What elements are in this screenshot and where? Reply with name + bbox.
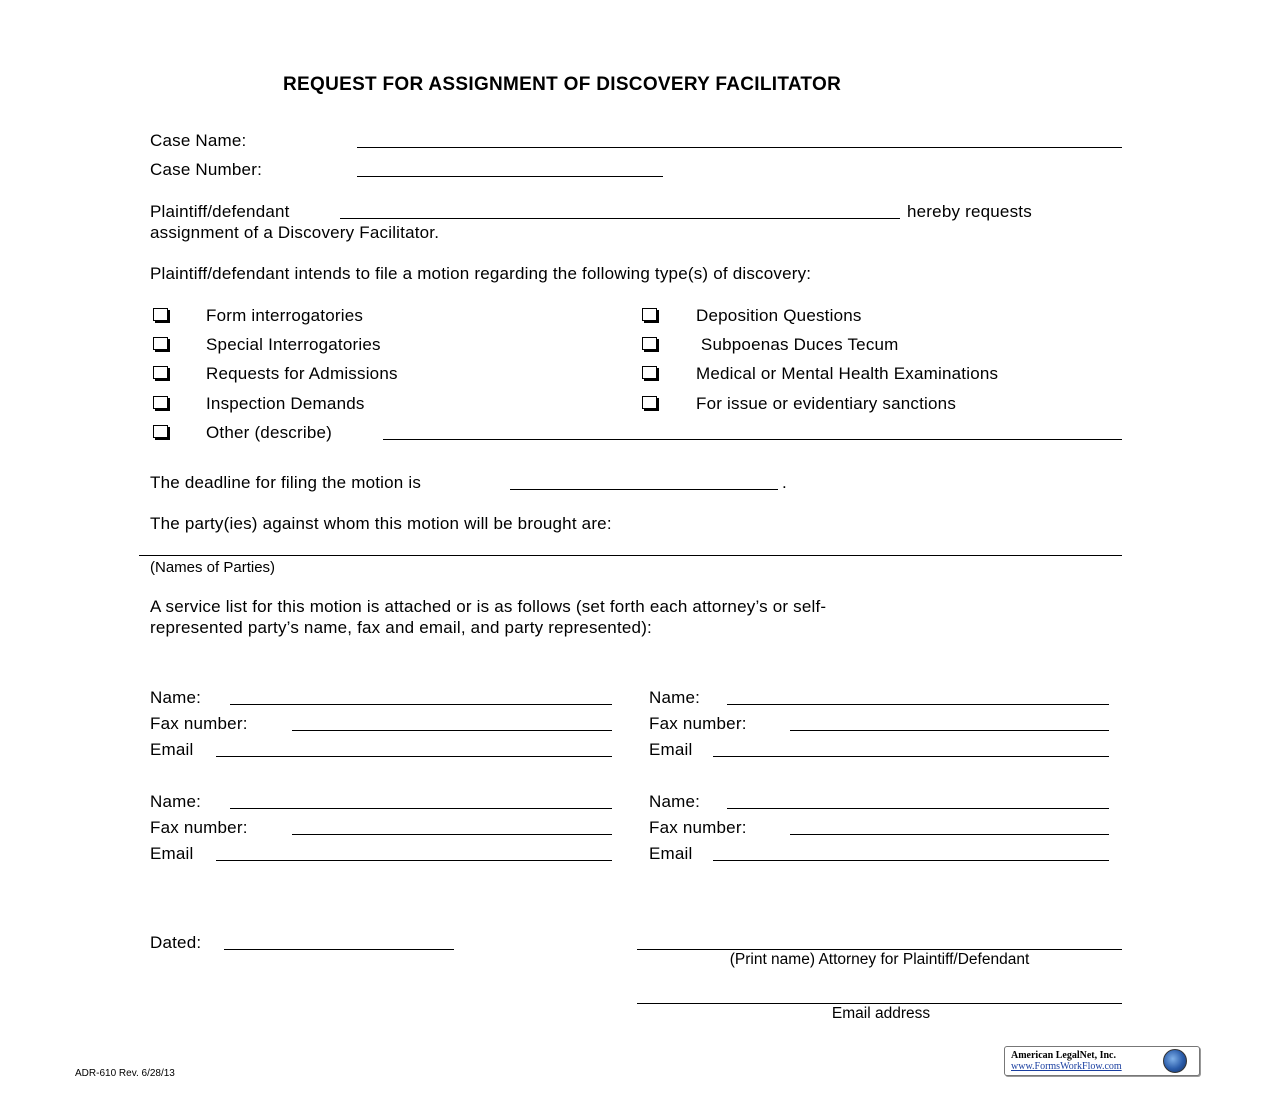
service-fax-field[interactable]	[292, 834, 612, 835]
intent-text: Plaintiff/defendant intends to file a motion regarding the following type(s) of discovery:	[150, 264, 812, 283]
logo-company-name: American LegalNet, Inc.	[1011, 1050, 1116, 1061]
discovery-option-label: Form interrogatories	[206, 306, 364, 325]
service-text-line1: A service list for this motion is attached or is as follows (set forth each attorney’s or self-	[150, 597, 827, 616]
print-name-field[interactable]	[637, 949, 1122, 950]
checkbox-inspection-demands[interactable]	[153, 396, 168, 409]
requester-field[interactable]	[340, 218, 900, 219]
service-name-field[interactable]	[727, 704, 1109, 705]
checkbox-special-interrogatories[interactable]	[153, 337, 168, 350]
fax-label: Fax number:	[150, 818, 248, 837]
fax-label: Fax number:	[649, 714, 747, 733]
email-label: Email	[649, 844, 693, 863]
checkbox-deposition-questions[interactable]	[642, 308, 657, 321]
fax-label: Fax number:	[649, 818, 747, 837]
service-email-field[interactable]	[216, 756, 612, 757]
discovery-option-label: Medical or Mental Health Examinations	[696, 364, 999, 383]
email-label: Email	[649, 740, 693, 759]
deadline-label: The deadline for filing the motion is	[150, 473, 422, 492]
dated-label: Dated:	[150, 933, 202, 952]
service-email-field[interactable]	[713, 860, 1109, 861]
service-fax-field[interactable]	[790, 730, 1109, 731]
email-label: Email	[150, 844, 194, 863]
case-number-field[interactable]	[357, 176, 663, 177]
service-email-field[interactable]	[216, 860, 612, 861]
parties-field[interactable]	[139, 555, 1122, 556]
email-address-caption: Email address	[831, 1005, 931, 1022]
name-label: Name:	[649, 688, 701, 707]
discovery-option-label: Deposition Questions	[696, 306, 862, 325]
service-name-field[interactable]	[230, 808, 612, 809]
requester-suffix: hereby requests	[907, 202, 1032, 221]
checkbox-medical-exams[interactable]	[642, 366, 657, 379]
service-email-field[interactable]	[713, 756, 1109, 757]
discovery-option-label: Inspection Demands	[206, 394, 365, 413]
checkbox-requests-for-admissions[interactable]	[153, 366, 168, 379]
checkbox-form-interrogatories[interactable]	[153, 308, 168, 321]
name-label: Name:	[150, 688, 202, 707]
other-label: Other (describe)	[206, 423, 333, 442]
publisher-logo[interactable]	[1004, 1046, 1200, 1076]
requester-prefix: Plaintiff/defendant	[150, 202, 290, 221]
fax-label: Fax number:	[150, 714, 248, 733]
service-name-field[interactable]	[727, 808, 1109, 809]
service-name-field[interactable]	[230, 704, 612, 705]
discovery-option-label: Subpoenas Duces Tecum	[696, 335, 899, 354]
discovery-option-label: Special Interrogatories	[206, 335, 381, 354]
deadline-period: .	[782, 473, 787, 492]
checkbox-other[interactable]	[153, 425, 168, 438]
case-name-label: Case Name:	[150, 131, 247, 150]
other-describe-field[interactable]	[383, 439, 1122, 440]
checkbox-subpoenas-duces-tecum[interactable]	[642, 337, 657, 350]
parties-caption: (Names of Parties)	[150, 559, 276, 576]
dated-field[interactable]	[224, 949, 454, 950]
discovery-option-label: Requests for Admissions	[206, 364, 398, 383]
requester-line2: assignment of a Discovery Facilitator.	[150, 223, 440, 242]
service-fax-field[interactable]	[790, 834, 1109, 835]
service-text-line2: represented party’s name, fax and email, and party represented):	[150, 618, 652, 637]
email-label: Email	[150, 740, 194, 759]
discovery-option-label: For issue or evidentiary sanctions	[696, 394, 957, 413]
globe-icon	[1163, 1049, 1187, 1073]
deadline-field[interactable]	[510, 489, 778, 490]
email-address-field[interactable]	[637, 1003, 1122, 1004]
case-name-field[interactable]	[357, 147, 1122, 148]
name-label: Name:	[150, 792, 202, 811]
form-code: ADR-610 Rev. 6/28/13	[75, 1068, 175, 1079]
logo-url[interactable]: www.FormsWorkFlow.com	[1011, 1061, 1122, 1072]
checkbox-sanctions[interactable]	[642, 396, 657, 409]
form-title: REQUEST FOR ASSIGNMENT OF DISCOVERY FACILITATOR	[283, 74, 842, 95]
case-number-label: Case Number:	[150, 160, 262, 179]
service-fax-field[interactable]	[292, 730, 612, 731]
name-label: Name:	[649, 792, 701, 811]
print-name-caption: (Print name) Attorney for Plaintiff/Defendant	[729, 951, 1030, 968]
parties-label: The party(ies) against whom this motion will be brought are:	[150, 514, 612, 533]
